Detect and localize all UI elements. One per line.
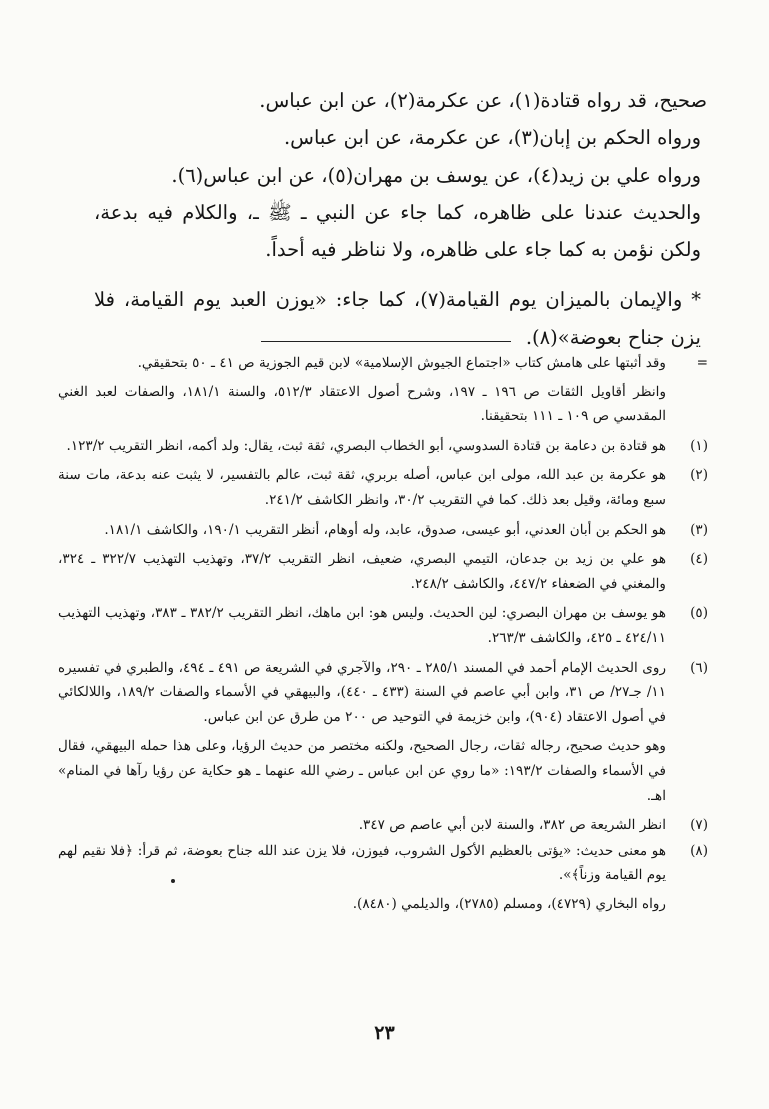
stray-dot (171, 879, 175, 883)
footnote-6-continued (58, 734, 708, 808)
paragraph: * والإيمان بالميزان يوم القيامة(٧)، كما جاء: «يوزن العبد يوم القيامة، فلا يزن جناح بعوضة»(٨). (94, 288, 701, 349)
footnote-mark: (٤) (690, 551, 708, 568)
footnote-6 (58, 656, 708, 730)
paragraph: والحديث عندنا على ظاهره، كما جاء عن النبي ـ ﷺ ـ، والكلام فيه بدعة، ولكن نؤمن به كما جاء على ظاهره، ولا نناظر فيه أحداً. (94, 200, 701, 262)
footnote-text: هو علي بن زيد بن جدعان، التيمي البصري، ضعيف، انظر التقريب ٣٧/٢، وتهذيب التهذيب ٣٢٢/٧ ـ ٣٢٤، والمغني في الضعفاء ٤٤٧/٢، والكاشف ٢٤٨/٢. (58, 551, 666, 592)
footnote-mark: (٨) (690, 842, 708, 859)
footnote-mark: = (696, 355, 708, 371)
footnote-mark: (٣) (690, 521, 708, 538)
footnote-text: وقد أثبتها على هامش كتاب «اجتماع الجيوش الإسلامية» لابن قيم الجوزية ص ٤١ ـ ٥٠ بتحقيقي. (137, 355, 666, 371)
footnote-mark: (٦) (690, 659, 708, 676)
footnote-text: هو قتادة بن دعامة بن قتادة السدوسي، أبو الخطاب البصري، ثقة ثبت، يقال: ولد أكمه، انظر التقريب ١٢٣/٢. (66, 437, 666, 454)
footnote-text: وهو حديث صحيح، رجاله ثقات، رجال الصحيح، ولكنه مختصر من حديث الرؤيا، وعلى هذا حمله البيهقي، فقال في الأسماء والصفات ١٩٣/٢: «ما روي عن ابن عباس ـ رضي الله عنهما ـ هو حكاية عن رؤيا رآها في المنام» اهـ. (58, 738, 666, 804)
footnote-text: رواه البخاري (٤٧٢٩)، ومسلم (٢٧٨٥)، والديلمي (٨٤٨٠). (352, 895, 666, 912)
footnote-text: هو يوسف بن مهران البصري: لين الحديث. وليس هو: ابن ماهك، انظر التقريب ٣٨٢/٢ ـ ٣٨٣، وتهذيب التهذيب ٤٢٤/١١ ـ ٤٢٥، والكاشف ٢٦٣/٣. (58, 605, 666, 646)
page-number: ٢٣ (374, 1022, 395, 1044)
footnote-divider (261, 341, 511, 342)
footnote-text: انظر الشريعة ص ٣٨٢، والسنة لابن أبي عاصم ص ٣٤٧. (358, 817, 666, 834)
paragraph: ورواه الحكم بن إبان(٣)، عن عكرمة، عن ابن عباس. (283, 126, 701, 150)
footnote-mark: (٧) (690, 817, 708, 834)
footnote-1 (58, 434, 708, 459)
footnotes (58, 351, 708, 921)
footnote-text: هو الحكم بن أبان العدني، أبو عيسى، صدوق، عابد، وله أوهام، أنظر التقريب ١٩٠/١، والكاشف ١٨١/١. (104, 521, 666, 538)
footnote-3 (58, 518, 708, 543)
footnote-5 (58, 601, 708, 650)
footnote-mark: (٥) (690, 605, 708, 622)
main-text (94, 82, 707, 356)
footnote-text: هو معنى حديث: «يؤتى بالعظيم الأكول الشروب، فيوزن، فلا يزن عند الله جناح بعوضة، ثم قرأ: ﴿فلا نقيم لهم يوم القيامة وزناً﴾». (58, 842, 666, 884)
footnote-text: روى الحديث الإمام أحمد في المسند ٢٨٥/١ ـ ٢٩٠، والآجري في الشريعة ص ٤٩١ ـ ٤٩٤، والطبري في تفسيره ١١/ جـ٢٧/ ص ٣١، وابن أبي عاصم في السنة (٤٣٣ ـ ٤٤٠)، والبيهقي في الأسماء والصفات ١٨٩/٢، واللالكائي في أصول الاعتقاد (٩٠٤)، وابن خزيمة في التوحيد ص ٢٠٠ من طرق عن ابن عباس. (58, 659, 667, 725)
footnote-2 (58, 463, 708, 512)
paragraph: صحيح، قد رواه قتادة(١)، عن عكرمة(٢)، عن ابن عباس. (259, 89, 707, 112)
footnote-8 (58, 839, 708, 917)
footnote-mark: (١) (690, 437, 708, 454)
paragraph: ورواه علي بن زيد(٤)، عن يوسف بن مهران(٥)، عن ابن عباس(٦). (171, 163, 701, 187)
footnote-mark: (٢) (690, 467, 708, 484)
footnote-text: وانظر أقاويل الثقات ص ١٩٦ ـ ١٩٧، وشرح أصول الاعتقاد ٥١٢/٣، والسنة ١٨١/١، والصفات لعبد الغني المقدسي ص ١٠٩ ـ ١١١ بتحقيقنا. (58, 383, 667, 425)
footnote-4 (58, 547, 708, 596)
footnote-7 (58, 813, 708, 838)
footnote-text: هو عكرمة بن عبد الله، مولى ابن عباس، أصله بربري، ثقة ثبت، عالم بالتفسير، لا يثبت عنه بدعة، مات سنة سبع ومائة، وقيل بعد ذلك. كما في التقريب ٣٠/٢، وانظر الكاشف ٢٤١/٢. (58, 467, 666, 508)
footnote-continuation (58, 351, 708, 429)
